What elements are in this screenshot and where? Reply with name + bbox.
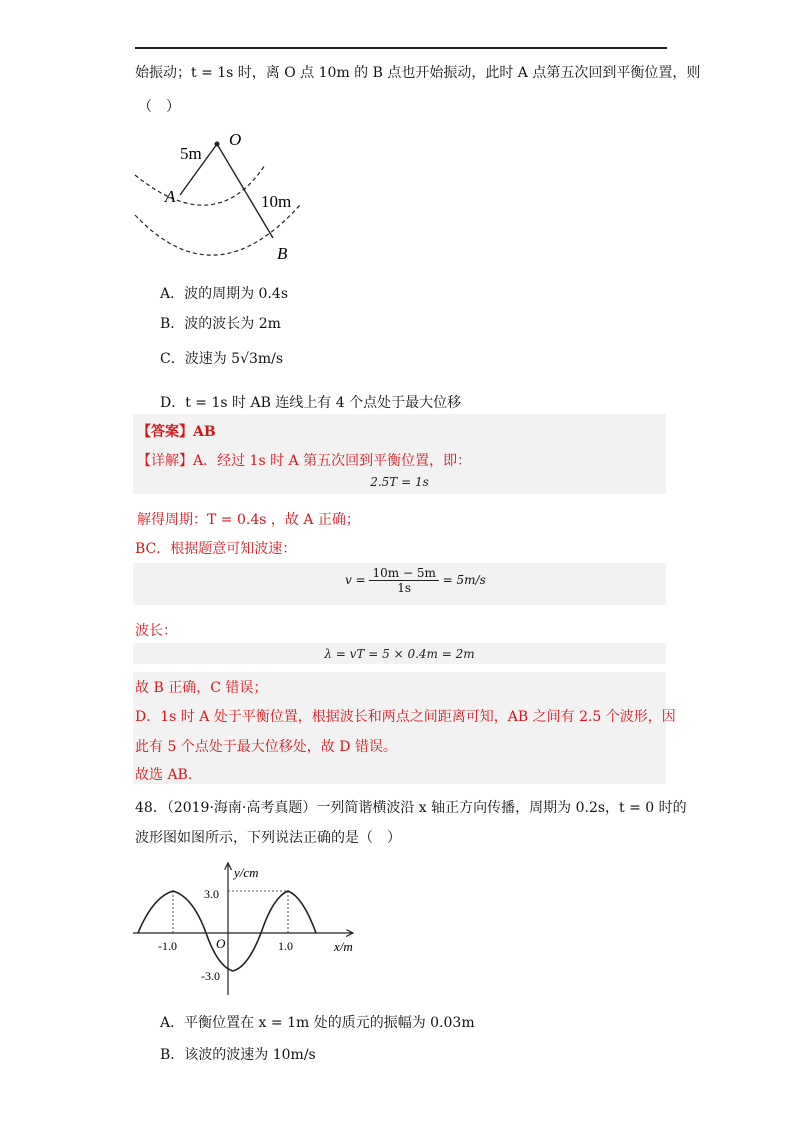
- label-5m: 5m: [180, 144, 202, 163]
- tick-y-pos: 3.0: [204, 887, 219, 901]
- wavelength-label: 波长：: [135, 623, 177, 639]
- eq2-denominator: 1s: [397, 581, 412, 595]
- eq2-numerator: 10m − 5m: [369, 566, 438, 581]
- detail-line: 【详解】A．经过 1s 时 A 第五次回到平衡位置，即：: [137, 453, 472, 469]
- answer-line: 【答案】AB: [137, 424, 216, 440]
- q47-arc-figure: [125, 125, 315, 265]
- final-answer: 故选 AB.: [135, 767, 193, 783]
- tick-x-neg: -1.0: [158, 939, 177, 953]
- q47-option-d[interactable]: D．t = 1s 时 AB 连线上有 4 个点处于最大位移: [160, 395, 462, 411]
- bc-conclusion: 故 B 正确，C 错误；: [135, 680, 268, 696]
- q48-option-b[interactable]: B．该波的波速为 10m/s: [160, 1047, 316, 1063]
- q48-stem-line2: 波形图如图所示，下列说法正确的是（ ）: [135, 830, 401, 846]
- tick-y-neg: -3.0: [201, 969, 220, 983]
- header-rule: [135, 47, 667, 49]
- d-line1: D．1s 时 A 处于平衡位置，根据波长和两点之间距离可知，AB 之间有 2.5 个波形，因: [135, 709, 676, 725]
- q48-stem-line1: 48．（2019·海南·高考真题）一列简谐横波沿 x 轴正方向传播，周期为 0.2s，t = 0 时的: [135, 800, 687, 816]
- outer-dashed-arc: [135, 205, 300, 255]
- equation-1: 2.5T = 1s: [370, 475, 429, 489]
- eq2-right: = 5m/s: [442, 573, 486, 587]
- label-A: A: [165, 187, 176, 206]
- period-line: 解得周期：T = 0.4s ，故 A 正确；: [137, 512, 360, 528]
- label-10m: 10m: [261, 192, 292, 211]
- equation-2: [345, 566, 486, 595]
- eq2-fraction: [369, 566, 438, 595]
- q47-stem-line1: 始振动；t = 1s 时，离 O 点 10m 的 B 点也开始振动，此时 A 点第五次回到平衡位置，则: [135, 65, 701, 81]
- origin-label: O: [216, 936, 226, 951]
- x-axis-label: x/m: [334, 939, 353, 954]
- eq2-left: v =: [345, 573, 366, 587]
- q48-option-a[interactable]: A．平衡位置在 x = 1m 处的质元的振幅为 0.03m: [160, 1015, 475, 1031]
- q47-option-c[interactable]: C．波速为 5√3m/s: [160, 351, 284, 367]
- line-OB: [217, 144, 273, 238]
- q47-option-b[interactable]: B．波的波长为 2m: [160, 316, 281, 332]
- point-O: [215, 142, 220, 147]
- tick-x-pos: 1.0: [278, 939, 293, 953]
- q47-option-a[interactable]: A．波的周期为 0.4s: [160, 286, 289, 302]
- equation-3: λ = vT = 5 × 0.4m = 2m: [324, 647, 475, 661]
- q48-wave-graph: [128, 855, 368, 1000]
- d-line2: 此有 5 个点处于最大位移处，故 D 错误。: [135, 739, 397, 755]
- bc-line: BC．根据题意可知波速：: [135, 541, 297, 557]
- y-axis-label: y/cm: [234, 865, 259, 880]
- wave-curve: [138, 891, 316, 971]
- label-O: O: [229, 130, 242, 149]
- q47-stem-paren: （ ）: [138, 99, 180, 115]
- label-B: B: [277, 244, 288, 263]
- inner-dashed-arc: [135, 165, 265, 205]
